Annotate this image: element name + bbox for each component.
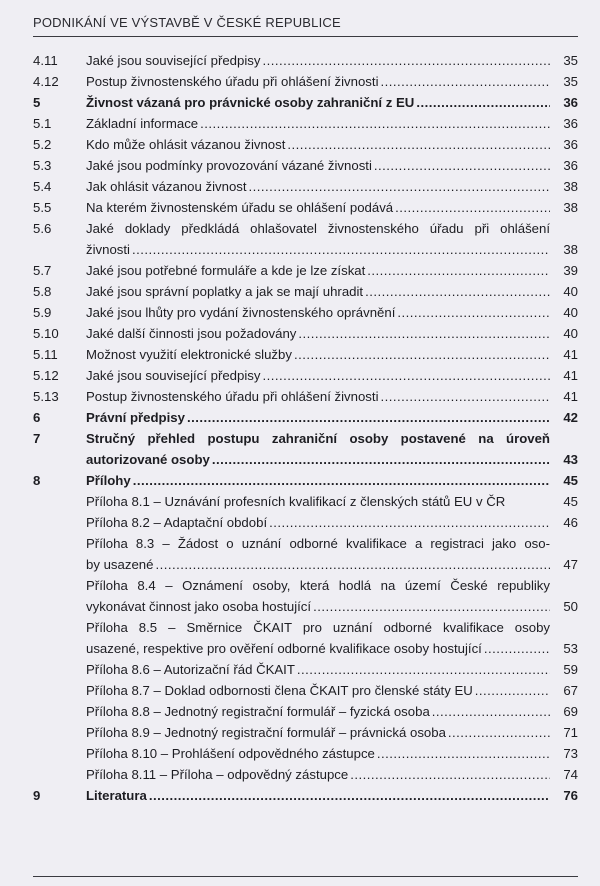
toc-entry — [33, 764, 578, 785]
toc-entry-number: 5.3 — [33, 158, 52, 173]
toc-entry-title: Jaké jsou potřebné formuláře a kde je lze získat — [86, 263, 366, 278]
toc-entry-title: Příloha 8.11 – Příloha – odpovědný zástupce — [86, 767, 349, 782]
toc-entry-number: 5.13 — [33, 389, 59, 404]
toc-entry — [33, 575, 578, 617]
toc-entry-title: Jaké další činnosti jsou požadovány — [86, 326, 297, 341]
toc-entry-title: Příloha 8.7 – Doklad odbornosti člena ČKAIT pro členské státy EU — [86, 683, 473, 698]
toc-entry-page-number: 40 — [563, 284, 578, 299]
dot-leader — [200, 113, 550, 134]
toc-entry-title-line: Jaké doklady předkládá ohlašovatel živnostenského úřadu při ohlášení — [86, 221, 550, 236]
toc-entry-title: Jaké jsou související předpisy — [86, 53, 261, 68]
toc-entry-page-number: 40 — [563, 326, 578, 341]
toc-entry-page-number: 36 — [563, 116, 578, 131]
toc-entry-number: 5.4 — [33, 179, 52, 194]
toc-entry-number: 5.8 — [33, 284, 52, 299]
toc-entry — [33, 113, 578, 134]
toc-entry-title: Základní informace — [86, 116, 199, 131]
toc-entry — [33, 71, 578, 92]
dot-leader — [381, 386, 551, 407]
toc-entry-page-number: 39 — [563, 263, 578, 278]
dot-leader — [187, 407, 550, 428]
toc-entry — [33, 50, 578, 71]
toc-entry-page-number: 69 — [563, 704, 578, 719]
toc-entry-page-number: 47 — [563, 557, 578, 572]
toc-entry — [33, 533, 578, 575]
toc-entry — [33, 365, 578, 386]
toc-entry-title: Příloha 8.8 – Jednotný registrační formulář – fyzická osoba — [86, 704, 430, 719]
toc-entry — [33, 680, 578, 701]
toc-entry-page-number: 41 — [563, 368, 578, 383]
toc-entry-title: Literatura — [86, 788, 147, 803]
toc-entry-page-number: 71 — [563, 725, 578, 740]
dot-leader — [377, 743, 550, 764]
dot-leader — [313, 596, 550, 617]
toc-entry — [33, 386, 578, 407]
toc-entry-number: 4.12 — [33, 74, 59, 89]
dot-leader — [249, 176, 550, 197]
toc-entry-title: Jaké jsou lhůty pro vydání živnostenského oprávnění — [86, 305, 396, 320]
dot-leader — [155, 554, 550, 575]
dot-leader — [133, 470, 550, 491]
toc-entry — [33, 92, 578, 113]
toc-entry-title-line: Příloha 8.5 – Směrnice ČKAIT pro uznání odborné kvalifikace osoby — [86, 620, 550, 635]
toc-entry-page-number: 50 — [563, 599, 578, 614]
toc-entry-title: Kdo může ohlásit vázanou živnost — [86, 137, 286, 152]
toc-entry-title: Postup živnostenského úřadu při ohlášení živnosti — [86, 389, 379, 404]
toc-entry-page-number: 35 — [563, 74, 578, 89]
toc-entry-page-number: 38 — [563, 200, 578, 215]
footer-rule — [33, 876, 578, 877]
toc-entry-page-number: 36 — [563, 95, 578, 110]
toc-entry-page-number: 74 — [563, 767, 578, 782]
toc-entry-number: 7 — [33, 431, 41, 446]
dot-leader — [416, 92, 550, 113]
toc-entry — [33, 281, 578, 302]
toc-entry-title: Jak ohlásit vázanou živnost — [86, 179, 247, 194]
toc-entry-number: 5 — [33, 95, 41, 110]
toc-entry-title: Na kterém živnostenském úřadu se ohlášení podává — [86, 200, 394, 215]
dot-leader — [448, 722, 550, 743]
toc-entry-title-line: Stručný přehled postupu zahraniční osoby postavené na úroveň — [86, 431, 550, 446]
toc-entry-page-number: 76 — [563, 788, 578, 803]
toc-entry-title: Jaké jsou správní poplatky a jak se mají uhradit — [86, 284, 364, 299]
toc-entry — [33, 344, 578, 365]
dot-leader — [287, 134, 550, 155]
toc-entry-title-line: Příloha 8.4 – Oznámení osoby, která hodlá na území České republiky — [86, 578, 550, 593]
toc-entry-page-number: 38 — [563, 242, 578, 257]
toc-entry — [33, 785, 578, 806]
toc-entry — [33, 302, 578, 323]
toc-entry-title: Jaké jsou podmínky provozování vázané živnosti — [86, 158, 372, 173]
toc-entry-title: Právní předpisy — [86, 410, 185, 425]
dot-leader — [365, 281, 550, 302]
dot-leader — [432, 701, 550, 722]
dot-leader — [269, 512, 550, 533]
dot-leader — [298, 323, 550, 344]
toc-entry-page-number: 35 — [563, 53, 578, 68]
toc-entry-number: 5.10 — [33, 326, 59, 341]
toc-entry-page-number: 46 — [563, 515, 578, 530]
toc-entry-title: Příloha 8.2 – Adaptační období — [86, 515, 268, 530]
toc-entry-title: Příloha 8.10 – Prohlášení odpovědného zástupce — [86, 746, 375, 761]
dot-leader — [484, 638, 550, 659]
dot-leader — [350, 764, 550, 785]
dot-leader — [297, 659, 550, 680]
toc-entry-page-number: 41 — [563, 347, 578, 362]
toc-entry — [33, 218, 578, 260]
toc-entry — [33, 701, 578, 722]
toc-entry-title: Příloha 8.9 – Jednotný registrační formulář – právnická osoba — [86, 725, 446, 740]
toc-entry — [33, 260, 578, 281]
toc-entry-page-number: 43 — [563, 452, 578, 467]
dot-leader — [132, 239, 550, 260]
dot-leader — [294, 344, 550, 365]
dot-leader — [397, 302, 550, 323]
header-rule — [33, 36, 578, 37]
toc-entry-number: 8 — [33, 473, 41, 488]
toc-entry-number: 4.11 — [33, 53, 58, 68]
dot-leader — [374, 155, 550, 176]
toc-entry-title: usazené, respektive pro ověření odborné kvalifikace osoby hostující — [86, 641, 482, 656]
toc-entry-title: Možnost využití elektronické služby — [86, 347, 292, 362]
toc-entry-title: by usazené — [86, 557, 154, 572]
toc-entry-page-number: 42 — [563, 410, 578, 425]
toc-entry-title: Příloha 8.6 – Autorizační řád ČKAIT — [86, 662, 295, 677]
toc-entry-title: autorizované osoby — [86, 452, 210, 467]
toc-entry-page-number: 59 — [563, 662, 578, 677]
toc-entry — [33, 323, 578, 344]
toc-entry — [33, 512, 578, 533]
toc-entry-number: 5.5 — [33, 200, 52, 215]
toc-entry — [33, 659, 578, 680]
toc-entry-title: Příloha 8.1 – Uznávání profesních kvalifikací z členských států EU v ČR — [86, 494, 506, 509]
toc-entry-number: 6 — [33, 410, 41, 425]
toc-entry-page-number: 36 — [563, 137, 578, 152]
toc-entry-number: 5.7 — [33, 263, 52, 278]
toc-entry — [33, 617, 578, 659]
toc-entry-number: 5.9 — [33, 305, 52, 320]
dot-leader — [367, 260, 550, 281]
table-of-contents — [33, 50, 578, 806]
toc-entry-number: 5.6 — [33, 221, 52, 236]
dot-leader — [262, 50, 550, 71]
toc-entry-page-number: 38 — [563, 179, 578, 194]
running-header: PODNIKÁNÍ VE VÝSTAVBĚ V ČESKÉ REPUBLICE — [33, 15, 341, 30]
dot-leader — [475, 680, 550, 701]
toc-entry-title-line: Příloha 8.3 – Žádost o uznání odborné kvalifikace a registraci jako oso- — [86, 536, 550, 551]
toc-entry — [33, 134, 578, 155]
toc-entry — [33, 176, 578, 197]
toc-entry-number: 5.11 — [33, 347, 58, 362]
toc-entry-title: Jaké jsou související předpisy — [86, 368, 261, 383]
toc-entry — [33, 197, 578, 218]
toc-entry-page-number: 41 — [563, 389, 578, 404]
toc-entry-number: 5.2 — [33, 137, 52, 152]
toc-entry-number: 5.1 — [33, 116, 52, 131]
dot-leader — [381, 71, 551, 92]
toc-entry-page-number: 45 — [563, 473, 578, 488]
toc-entry — [33, 470, 578, 491]
dot-leader — [262, 365, 550, 386]
toc-entry-page-number: 53 — [563, 641, 578, 656]
toc-entry-page-number: 73 — [563, 746, 578, 761]
toc-entry-page-number: 45 — [563, 494, 578, 509]
toc-entry-title: Přílohy — [86, 473, 131, 488]
toc-entry-page-number: 67 — [563, 683, 578, 698]
dot-leader — [395, 197, 550, 218]
dot-leader — [212, 449, 550, 470]
toc-entry-title: Postup živnostenského úřadu při ohlášení živnosti — [86, 74, 379, 89]
toc-entry — [33, 428, 578, 470]
toc-entry — [33, 155, 578, 176]
toc-entry — [33, 743, 578, 764]
toc-entry-number: 5.12 — [33, 368, 59, 383]
toc-entry — [33, 722, 578, 743]
toc-entry-number: 9 — [33, 788, 41, 803]
toc-entry-title: Živnost vázaná pro právnické osoby zahraniční z EU — [86, 95, 415, 110]
toc-entry-title: živnosti — [86, 242, 130, 257]
dot-leader — [149, 785, 550, 806]
toc-entry — [33, 407, 578, 428]
toc-entry-page-number: 40 — [563, 305, 578, 320]
toc-entry — [33, 491, 578, 512]
toc-entry-page-number: 36 — [563, 158, 578, 173]
toc-entry-title: vykonávat činnost jako osoba hostující — [86, 599, 312, 614]
